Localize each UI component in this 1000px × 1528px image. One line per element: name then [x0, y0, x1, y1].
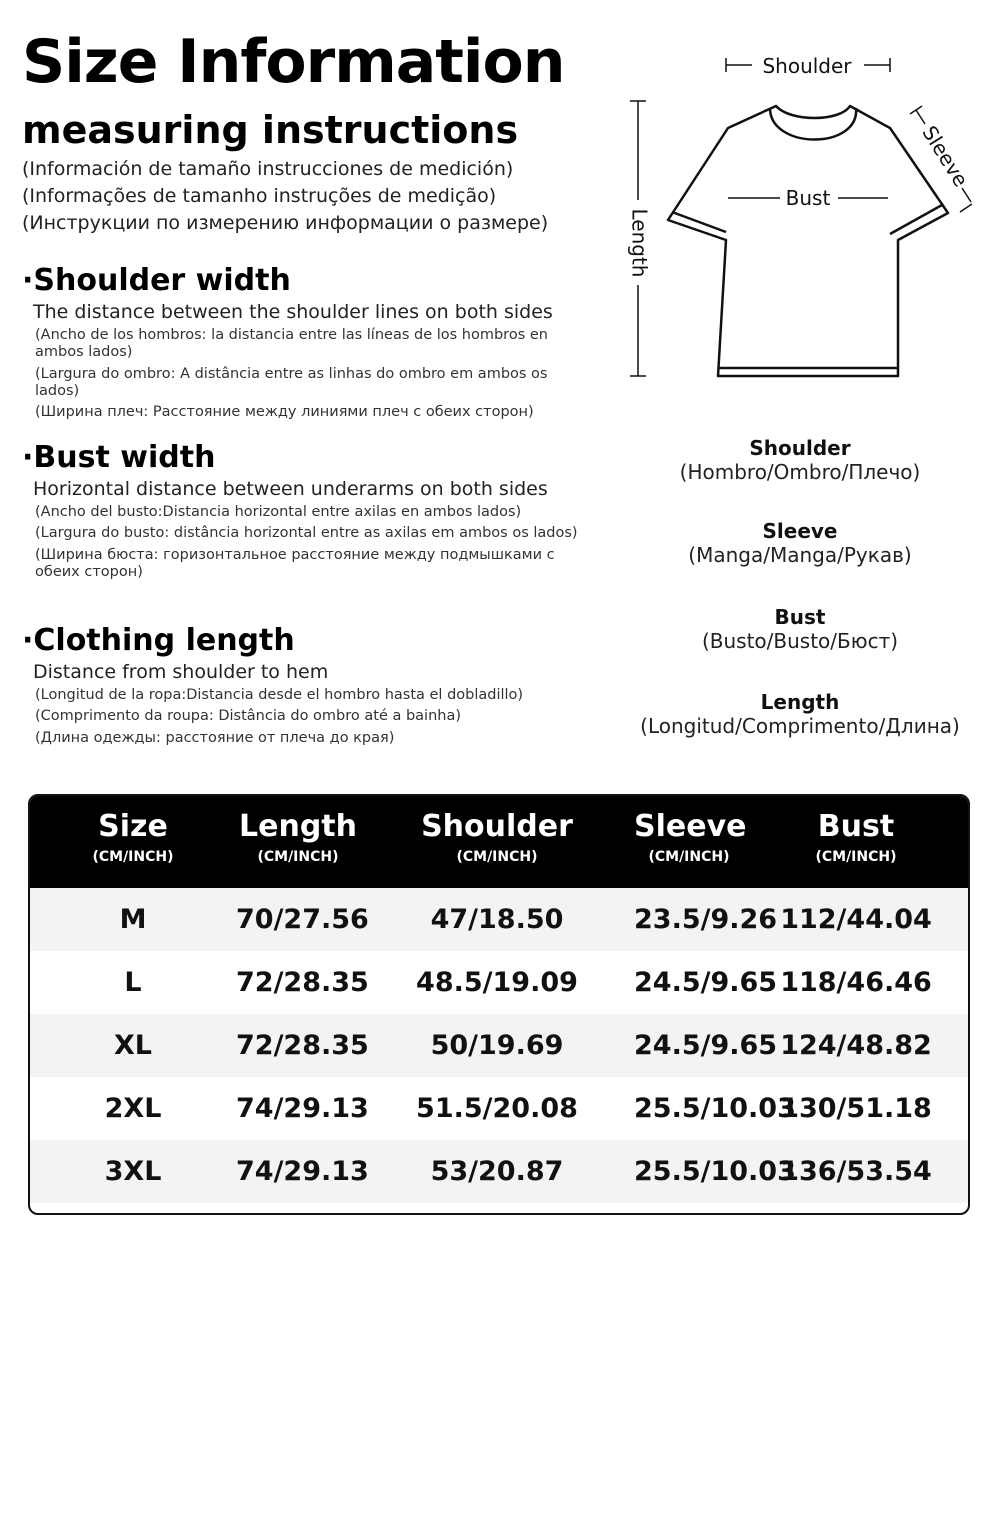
- cell-size: M: [119, 904, 147, 935]
- cell-length: 70/27.56: [236, 904, 369, 935]
- tshirt-diagram: [620, 40, 1000, 390]
- cell-sleeve: 25.5/10.03: [634, 1156, 796, 1187]
- tshirt-outline-icon: [668, 106, 948, 376]
- table-row-xl: [30, 1014, 968, 1077]
- column-unit: (CM/INCH): [92, 849, 174, 865]
- diagram-label-bust: Bust: [785, 186, 831, 210]
- section-note-ru: (Ширина бюста: горизонтальное расстояние между подмышками с обеих сторон): [35, 546, 555, 581]
- cell-bust: 130/51.18: [780, 1093, 932, 1124]
- section-note-pt: (Largura do ombro: A distância entre as linhas do ombro em ambos os lados): [35, 365, 548, 400]
- page-subtitle: measuring instructions: [22, 108, 519, 152]
- column-label: Shoulder: [421, 809, 573, 844]
- legend-title: Shoulder: [749, 436, 851, 460]
- cell-bust: 112/44.04: [780, 904, 932, 935]
- legend-sleeve: [620, 520, 980, 567]
- subtitle-translation-ru: (Инструкции по измерению информации о размере): [22, 212, 549, 234]
- subtitle-translation-es: (Información de tamaño instrucciones de medición): [22, 158, 514, 180]
- cell-shoulder: 51.5/20.08: [416, 1093, 578, 1124]
- cell-length: 74/29.13: [236, 1156, 369, 1187]
- cell-length: 72/28.35: [236, 967, 369, 998]
- diagram-label-shoulder: Shoulder: [762, 54, 852, 78]
- column-header-bust: [744, 796, 968, 888]
- section-heading: ·Shoulder width: [22, 263, 291, 298]
- diagram-label-sleeve: Sleeve: [917, 121, 974, 191]
- section-description: Horizontal distance between underarms on both sides: [33, 478, 548, 500]
- column-unit: (CM/INCH): [456, 849, 538, 865]
- section-note-ru: (Длина одежды: расстояние от плеча до края): [35, 729, 395, 746]
- cell-size: XL: [113, 1030, 153, 1061]
- section-note-pt: (Comprimento da roupa: Distância do ombro até a bainha): [35, 708, 462, 725]
- column-header-length: [236, 796, 360, 888]
- column-unit: (CM/INCH): [257, 849, 339, 865]
- cell-sleeve: 23.5/9.26: [634, 904, 778, 935]
- section-note-es: (Ancho de los hombros: la distancia entre las líneas de los hombros en ambos lados): [35, 326, 548, 361]
- column-label: Size: [98, 809, 168, 844]
- section-shoulder-width: [22, 263, 592, 426]
- section-clothing-length: [22, 623, 592, 751]
- section-note-ru: (Ширина плеч: Расстояние между линиями плеч с обеих сторон): [35, 404, 534, 421]
- cell-shoulder: 53/20.87: [430, 1156, 564, 1187]
- section-heading: ·Clothing length: [22, 623, 295, 658]
- table-body: [30, 888, 968, 1203]
- diagram-label-length: Length: [627, 208, 652, 278]
- section-note-es: (Longitud de la ropa:Distancia desde el hombro hasta el dobladillo): [35, 686, 524, 703]
- column-unit: (CM/INCH): [815, 849, 897, 865]
- table-row-m: [30, 888, 968, 951]
- legend-translation: (Hombro/Ombro/Плечо): [679, 460, 921, 484]
- cell-bust: 118/46.46: [780, 967, 932, 998]
- table-row-l: [30, 951, 968, 1014]
- cell-bust: 136/53.54: [780, 1156, 932, 1187]
- legend-shoulder: [620, 437, 980, 484]
- cell-size: L: [124, 967, 142, 998]
- column-label: Length: [239, 809, 357, 844]
- legend-translation: (Manga/Manga/Рукав): [688, 543, 912, 567]
- legend-length: [620, 691, 980, 738]
- legend-title: Sleeve: [762, 519, 838, 543]
- table-header: [30, 796, 968, 888]
- column-label: Sleeve: [634, 809, 747, 844]
- cell-bust: 124/48.82: [780, 1030, 932, 1061]
- page-title: Size Information: [22, 27, 565, 97]
- cell-length: 74/29.13: [236, 1093, 369, 1124]
- section-note-pt: (Largura do busto: distância horizontal entre as axilas em ambos os lados): [35, 525, 578, 542]
- section-description: The distance between the shoulder lines on both sides: [33, 301, 553, 323]
- legend-title: Length: [760, 690, 840, 714]
- cell-sleeve: 25.5/10.03: [634, 1093, 796, 1124]
- cell-shoulder: 48.5/19.09: [416, 967, 578, 998]
- legend-title: Bust: [774, 605, 826, 629]
- section-bust-width: [22, 440, 592, 585]
- section-note-es: (Ancho del busto:Distancia horizontal entre axilas en ambos lados): [35, 503, 522, 520]
- column-header-shoulder: [360, 796, 634, 888]
- column-label: Bust: [817, 809, 895, 844]
- legend-translation: (Longitud/Comprimento/Длина): [640, 714, 960, 738]
- size-table: [28, 794, 970, 1215]
- section-description: Distance from shoulder to hem: [33, 661, 329, 683]
- cell-shoulder: 47/18.50: [430, 904, 564, 935]
- column-unit: (CM/INCH): [648, 849, 730, 865]
- cell-sleeve: 24.5/9.65: [634, 1030, 778, 1061]
- legend-bust: [620, 606, 980, 653]
- cell-size: 2XL: [104, 1093, 162, 1124]
- cell-length: 72/28.35: [236, 1030, 369, 1061]
- cell-shoulder: 50/19.69: [430, 1030, 564, 1061]
- column-header-size: [30, 796, 236, 888]
- cell-sleeve: 24.5/9.65: [634, 967, 778, 998]
- cell-size: 3XL: [104, 1156, 162, 1187]
- subtitle-translation-pt: (Informações de tamanho instruções de medição): [22, 185, 497, 207]
- section-heading: ·Bust width: [22, 440, 216, 475]
- table-row-2xl: [30, 1077, 968, 1140]
- table-row-3xl: [30, 1140, 968, 1203]
- column-header-sleeve: [634, 796, 747, 888]
- legend-translation: (Busto/Busto/Бюст): [701, 629, 899, 653]
